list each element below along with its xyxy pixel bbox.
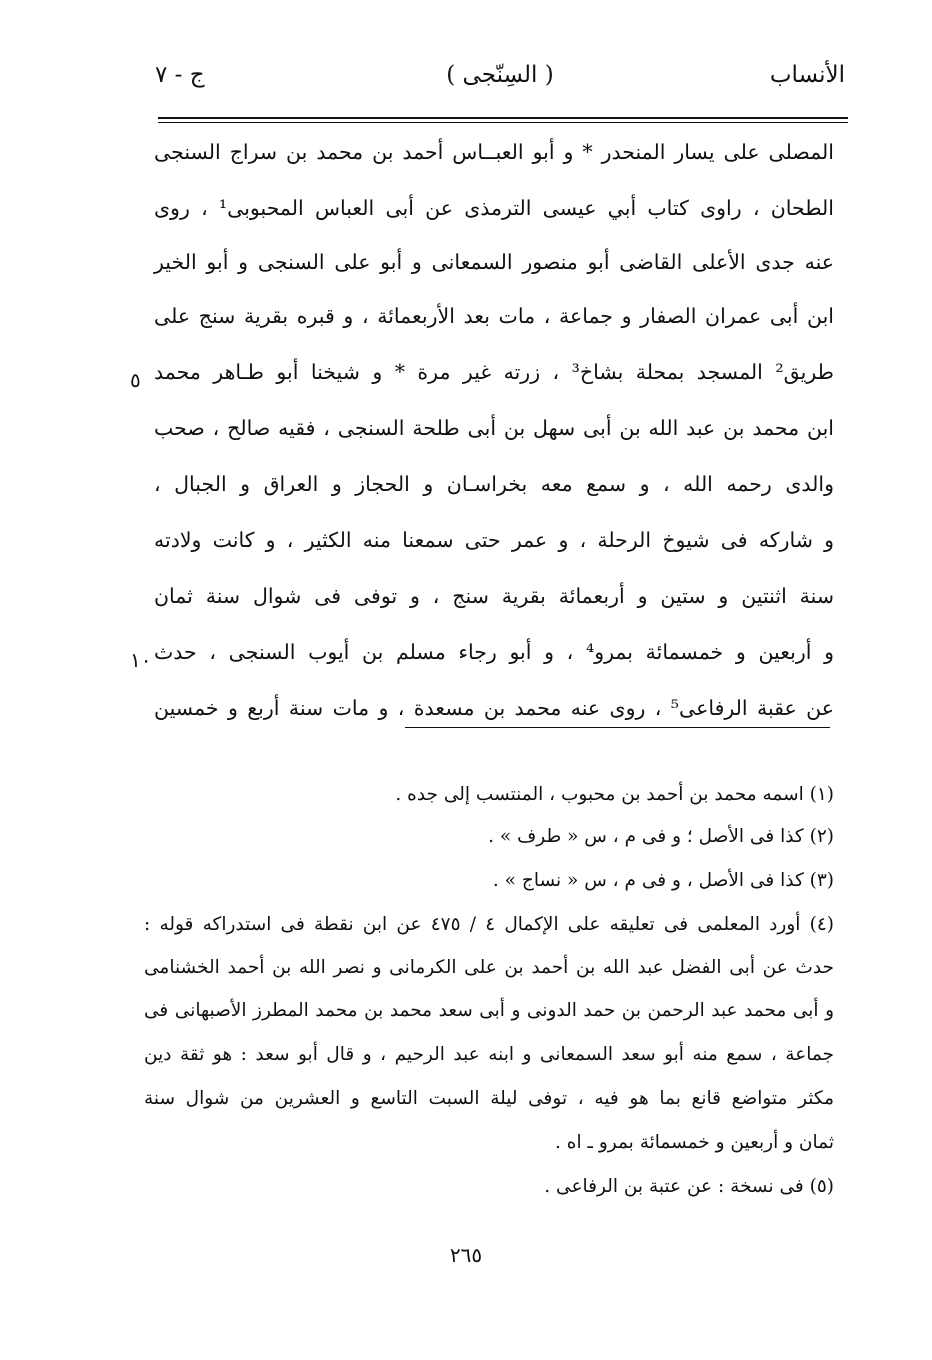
- text-line: عنه جدى الأعلى القاضى أبو منصور السمعانى و أبو على السنجى و أبو الخير: [154, 250, 834, 274]
- text-line: والدى رحمه الله ، و سمع معه بخراسـان و الحجاز و العراق و الجبال ،: [154, 472, 834, 496]
- book-title: الأنساب: [769, 62, 845, 88]
- text-line: المصلى على يسار المنحدر * و أبو العبــاس أحمد بن محمد بن سراج السنجى: [154, 140, 834, 164]
- line-number-10: ١٠: [130, 648, 152, 672]
- line-number-5: ٥: [130, 368, 141, 392]
- footnote-4-cont: حدث عن أبى الفضل عبد الله بن أحمد بن على الكرمانى و نصر الله بن أحمد الخشنامى: [144, 957, 834, 978]
- footnote-4: (٤) أورد المعلمى فى تعليقه على الإكمال ٤ / ٤٧٥ عن ابن نقطة فى استدراكه قوله :: [144, 914, 834, 935]
- text-line: عن عقبة الرفاعى⁵ ، روى عنه محمد بن مسعدة ، و مات سنة أربع و خمسين: [154, 696, 835, 720]
- running-header: [155, 62, 845, 102]
- footnote-4-cont: جماعة ، سمع منه أبو سعد السمعانى و ابنه عبد الرحيم ، و قال أبو سعد : هو ثقة دين: [144, 1044, 834, 1065]
- text-line: و شاركه فى شيوخ الرحلة ، و عمر حتى سمعنا منه الكثير ، و كانت ولادته: [154, 528, 834, 552]
- footnote-2: (٢) كذا فى الأصل ؛ و فى م ، س « طرف » .: [488, 826, 834, 847]
- footnote-4-cont: و أبى محمد عبد الرحمن بن حمد الدونى و أبى سعد محمد بن محمد المطرز الأصبهانى فى: [144, 1000, 834, 1021]
- footnote-5: (٥) فى نسخة : عن عتبة بن الرفاعى .: [544, 1176, 834, 1197]
- footnote-1: (١) اسمه محمد بن أحمد بن محبوب ، المنتسب إلى جده .: [395, 784, 834, 805]
- text-line: ابن محمد بن عبد الله بن أبى سهل بن أبى طلحة السنجى ، فقيه صالح ، صحب: [154, 416, 834, 440]
- header-rule-thin: [158, 122, 848, 123]
- text-line: و أربعين و خمسمائة بمرو⁴ ، و أبو رجاء مسلم بن أيوب السنجى ، حدث: [154, 640, 834, 664]
- footnote-rule: [405, 727, 830, 728]
- page-number: ٢٦٥: [449, 1243, 483, 1267]
- footnote-3: (٣) كذا فى الأصل ، و فى م ، س « نساج » .: [492, 870, 834, 891]
- text-line: سنة اثنتين و ستين و أربعمائة بقرية سنج ، و توفى فى شوال سنة ثمان: [154, 584, 834, 608]
- text-line: الطحان ، راوى كتاب أبي عيسى الترمذى عن أبى العباس المحبوبى¹ ، روى: [154, 196, 834, 220]
- footnote-4-end: ثمان و أربعين و خمسمائة بمرو ـ اه .: [555, 1132, 834, 1153]
- header-rule-thick: [158, 117, 848, 119]
- footnote-4-cont: مكثر متواضع قانع بما هو فيه ، توفى ليلة السبت التاسع و العشرين من شوال سنة: [144, 1088, 834, 1109]
- entry-title: ( السِنّجى ): [446, 62, 554, 88]
- volume-label: ج - ٧: [155, 62, 205, 88]
- text-line: طريق² المسجد بمحلة بشاخ³ ، زرته غير مرة * و شيخنا أبو طـاهر محمد: [154, 360, 834, 384]
- text-line: ابن أبى عمران الصفار و جماعة ، مات بعد الأربعمائة ، و قبره بقرية سنج على: [154, 304, 834, 328]
